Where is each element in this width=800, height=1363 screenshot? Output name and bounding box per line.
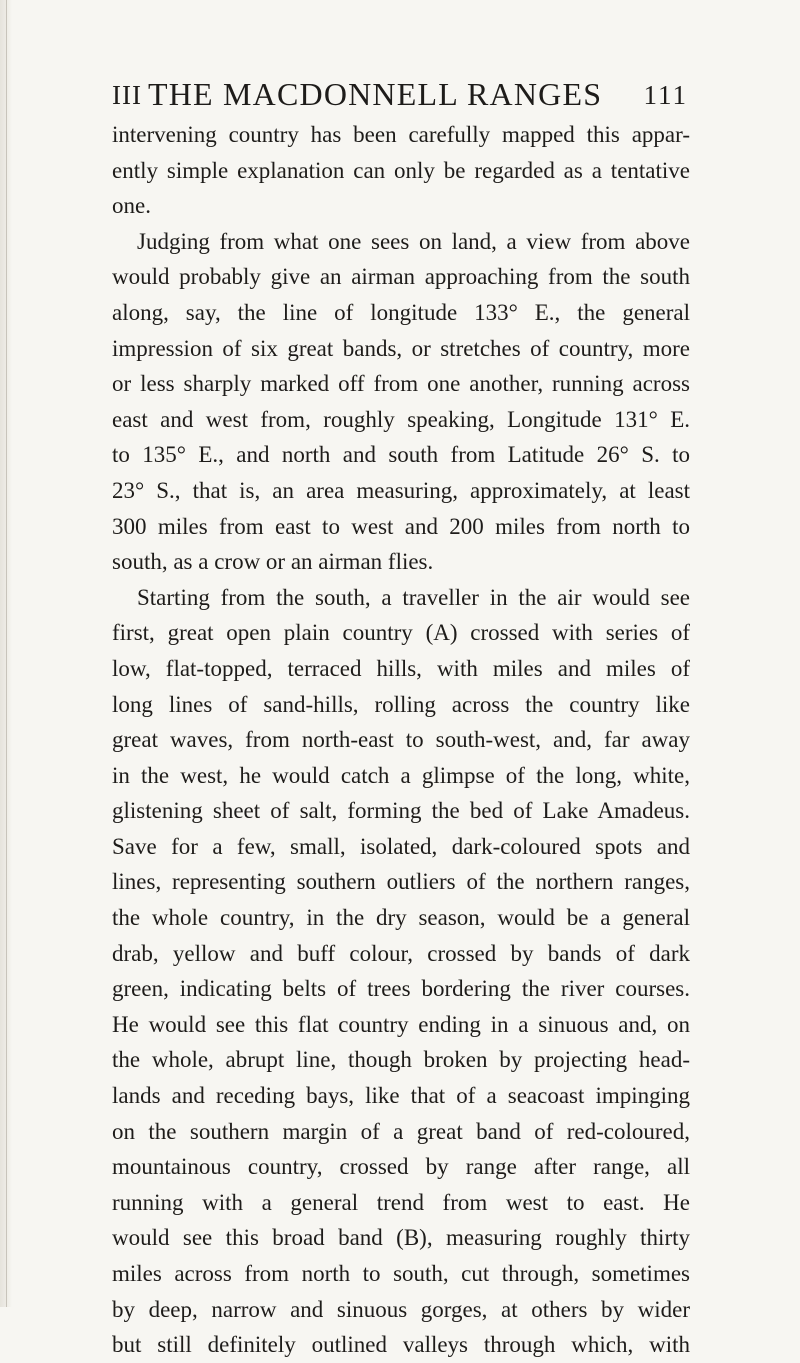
text-line: would see this broad band (B), measuring roughly thirty <box>112 1225 690 1251</box>
text-line: 300 miles from east to west and 200 miles from north to <box>112 513 690 539</box>
text-line: Starting from the south, a traveller in the air would see <box>137 584 690 610</box>
text-line: low, flat-topped, terraced hills, with miles and miles of <box>112 655 690 681</box>
text-line: miles across from north to south, cut through, sometimes <box>112 1261 690 1286</box>
text-line: first, great open plain country (A) crossed with series of <box>112 620 690 646</box>
binding-edge-line <box>6 0 7 1307</box>
text-line: green, indicating belts of trees bordering the river courses. <box>112 976 690 1002</box>
text-line: ently simple explanation can only be regarded as a tentative <box>112 157 690 183</box>
text-line: long lines of sand-hills, rolling across the country like <box>112 691 690 717</box>
text-line: east and west from, roughly speaking, Longitude 131° E. <box>112 406 690 432</box>
text-line: Save for a few, small, isolated, dark-coloured spots and <box>112 833 690 859</box>
text-line: one. <box>112 193 151 219</box>
text-line: on the southern margin of a great band of red-coloured, <box>112 1118 690 1144</box>
text-line: He would see this flat country ending in a sinuous and, on <box>112 1011 690 1037</box>
text-line: great waves, from north-east to south-west, and, far away <box>112 727 690 753</box>
text-line: the whole country, in the dry season, would be a general <box>112 905 690 931</box>
text-line: 23° S., that is, an area measuring, approximately, at least <box>112 477 690 503</box>
text-line: running with a general trend from west to east. He <box>112 1189 690 1215</box>
text-line: intervening country has been carefully mapped this appar- <box>112 122 690 147</box>
text-line: impression of six great bands, or stretches of country, more <box>112 335 690 361</box>
text-line: along, say, the line of longitude 133° E., the general <box>112 299 690 325</box>
text-line: by deep, narrow and sinuous gorges, at others by wider <box>112 1296 690 1322</box>
text-line: south, as a crow or an airman flies. <box>112 549 434 575</box>
text-line: or less sharply marked off from one another, running across <box>112 371 690 397</box>
chapter-number: III <box>112 80 142 110</box>
text-line: glistening sheet of salt, forming the bed of Lake Amadeus. <box>112 798 690 824</box>
text-line: lines, representing southern outliers of the northern ranges, <box>112 869 690 895</box>
running-header <box>112 76 688 116</box>
text-line: to 135° E., and north and south from Latitude 26° S. to <box>112 442 690 468</box>
text-line: Judging from what one sees on land, a view from above <box>137 228 690 254</box>
text-line: the whole, abrupt line, though broken by projecting head- <box>112 1047 690 1073</box>
text-line: but still definitely outlined valleys through which, with <box>112 1332 690 1358</box>
running-title: THE MACDONNELL RANGES <box>148 76 603 112</box>
text-line: mountainous country, crossed by range after range, all <box>112 1154 690 1180</box>
text-line: in the west, he would catch a glimpse of the long, white, <box>112 762 690 788</box>
body-text <box>112 117 690 1363</box>
page-number: 111 <box>643 80 688 110</box>
text-line: drab, yellow and buff colour, crossed by bands of dark <box>112 940 690 966</box>
text-line: lands and receding bays, like that of a seacoast impinging <box>112 1083 690 1109</box>
text-line: would probably give an airman approaching from the south <box>112 264 690 290</box>
